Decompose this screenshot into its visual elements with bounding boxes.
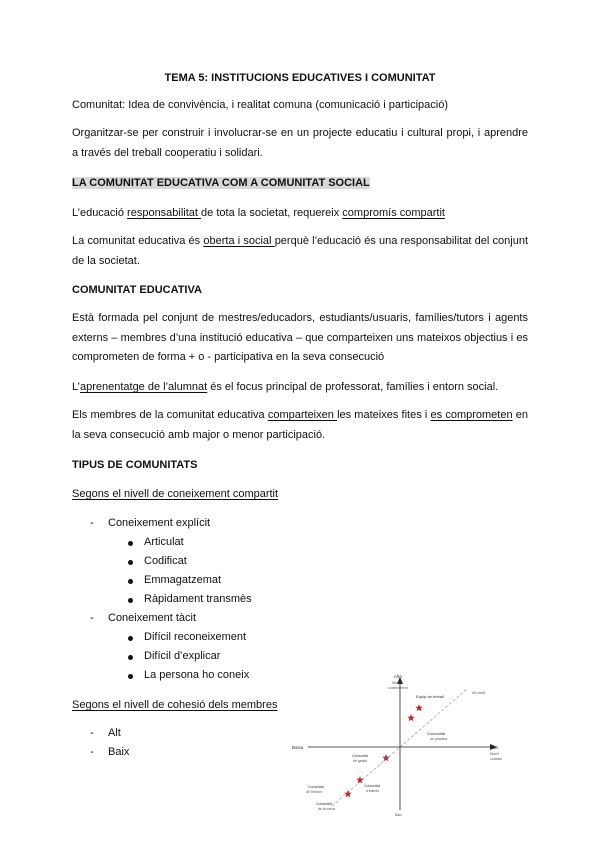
list-item: La persona ho coneix (144, 669, 250, 681)
top-right-note: Alt nivell (472, 691, 486, 695)
bullet-icon (128, 579, 133, 584)
list-item: Emmagatzemat (144, 574, 222, 586)
practice-sub: de pràctica (430, 737, 448, 741)
dash-marker: - (90, 612, 94, 624)
subheading-cohesio: Segons el nivell de cohesió dels membres (72, 699, 278, 711)
underlined-term: aprenentatge de l’alumnat (79, 381, 208, 393)
network-sub: de la xarxa (318, 807, 336, 811)
axis-bottom-label: Baix (395, 813, 402, 817)
section-heading-tipus: TIPUS DE COMUNITATS (72, 459, 198, 471)
axis-top-sub1: Nivell (392, 681, 401, 685)
intro-paragraph: Organitzar-se per construir i involucrar-se en un projecte educatiu i cultural propi, i aprendre a través del treball cooperatiu i solidari. (72, 127, 528, 159)
paragraph-responsabilitat (72, 206, 445, 220)
star-icon (407, 714, 415, 721)
list-item-alt: Alt (108, 727, 121, 739)
communities-diagram (280, 670, 520, 820)
bullet-icon (128, 598, 133, 603)
underlined-term: comparteixen (267, 409, 338, 421)
list-item: Difícil reconeixement (144, 631, 247, 643)
text-segment: de tota la societat, requereix (201, 207, 343, 219)
interest-sub: d’interès (366, 789, 380, 793)
environment-label: Comunitat (308, 785, 324, 789)
subheading-coneixement: Segons el nivell de coneixement compartit (72, 488, 279, 500)
dash-marker: - (90, 746, 94, 758)
star-icon (415, 704, 423, 711)
axis-right-sub1: Nivell (490, 752, 499, 756)
practice-label: Comunitat (427, 731, 446, 736)
intro-line: Comunitat: Idea de convivència, i realitat comuna (comunicació i participació) (72, 99, 449, 111)
environment-sub: de l’entorn (306, 790, 323, 794)
underlined-term: oberta i social (203, 235, 275, 247)
section-heading-comunitat-social (72, 176, 370, 190)
management-sub: de gestió (353, 759, 368, 763)
section-heading-text: LA COMUNITAT EDUCATIVA COM A COMUNITAT SOCIAL (72, 177, 370, 189)
text-segment: L’ (72, 381, 80, 393)
list-item: Ràpidament transmès (144, 593, 252, 605)
dash-marker: - (90, 727, 94, 739)
star-icon (382, 754, 390, 761)
management-label: Comunitat (352, 754, 368, 758)
interest-label: Comunitat (364, 784, 380, 788)
list-item-explicit: Coneixement explícit (108, 517, 211, 529)
underlined-term: compromís compartit (342, 207, 445, 219)
axis-top-sub2: coneixement (388, 686, 408, 690)
dash-marker: - (90, 517, 94, 529)
underlined-term: responsabilitat (127, 207, 202, 219)
list-item: Articulat (144, 536, 184, 548)
bottom-note: Baix nivell (430, 807, 446, 811)
underlined-term: es comprometen (430, 409, 513, 421)
bullet-icon (128, 655, 133, 660)
text-segment: La comunitat educativa és (72, 235, 204, 247)
section-heading-comunitat-educativa: COMUNITAT EDUCATIVA (72, 284, 202, 296)
paragraph-aprenentatge (72, 380, 498, 394)
bullet-icon (128, 636, 133, 641)
paragraph-formada: Està formada pel conjunt de mestres/educadors, estudiants/usuaris, famílies/tutors i agents externs – membres d’una institució educativa – que comparteixen uns mateixos objectius i es comprometen de forma + o - participativa en la seva consecució (72, 312, 528, 363)
network-label: Comunitat (316, 802, 332, 806)
bullet-icon (128, 560, 133, 565)
star-icon (344, 790, 352, 797)
team-label: Equip de treball (416, 694, 444, 699)
list-item: Difícil d’explicar (144, 650, 221, 662)
bullet-icon (128, 541, 133, 546)
bullet-icon (128, 674, 133, 679)
text-segment: perquè l’educació és una responsabilitat del conjunt de la societat. (72, 235, 529, 267)
text-segment: en la seva consecució amb major o menor participació. (72, 409, 529, 441)
page-title: TEMA 5: INSTITUCIONS EDUCATIVES I COMUNITAT (164, 72, 436, 84)
paragraph-oberta-social (72, 232, 528, 271)
axis-left-label: Baixa (292, 745, 304, 750)
axis-right-label: Alta (490, 745, 498, 750)
list-item-tacit: Coneixement tàcit (108, 612, 197, 624)
axis-right-sub2: cohesió (490, 757, 503, 761)
text-segment: L’educació (72, 207, 128, 219)
text-segment: Els membres de la comunitat educativa (72, 409, 268, 421)
list-item: Codificat (144, 555, 187, 567)
paragraph-membres (72, 406, 528, 445)
text-segment: és el focus principal de professorat, famílies i entorn social. (207, 381, 499, 393)
text-segment: les mateixes fites i (337, 409, 431, 421)
list-item-baix: Baix (108, 746, 130, 758)
axis-top-label: Alta (394, 674, 402, 679)
